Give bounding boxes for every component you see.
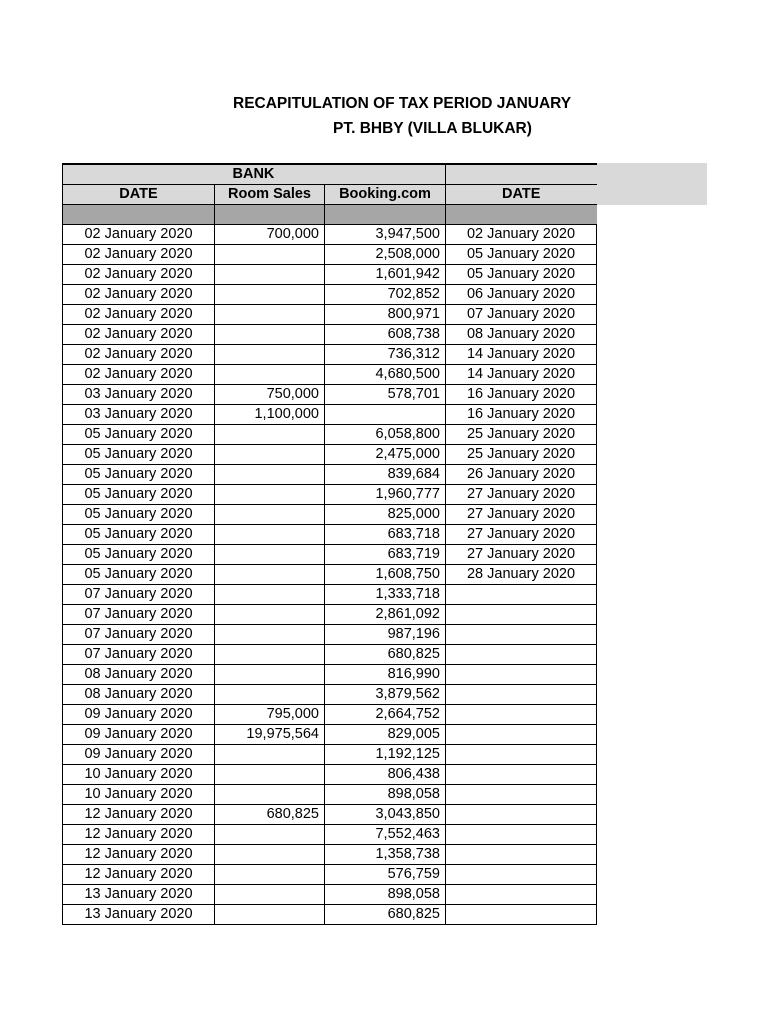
room-sales-cell — [215, 905, 325, 925]
table-row — [63, 285, 597, 305]
booking-cell: 3,043,850 — [325, 805, 446, 825]
date2-cell: 25 January 2020 — [446, 445, 597, 465]
date-cell: 07 January 2020 — [63, 585, 215, 605]
table-row — [63, 325, 597, 345]
table-row — [63, 385, 597, 405]
separator-band-row — [63, 205, 597, 225]
date2-cell — [446, 685, 597, 705]
table-row — [63, 425, 597, 445]
booking-cell: 806,438 — [325, 765, 446, 785]
date-cell: 09 January 2020 — [63, 725, 215, 745]
room-sales-cell — [215, 685, 325, 705]
room-sales-cell — [215, 425, 325, 445]
date2-cell: 14 January 2020 — [446, 345, 597, 365]
report-title: RECAPITULATION OF TAX PERIOD JANUARY — [233, 95, 572, 112]
date2-cell: 26 January 2020 — [446, 465, 597, 485]
date2-cell — [446, 765, 597, 785]
table-row — [63, 525, 597, 545]
date-cell: 03 January 2020 — [63, 385, 215, 405]
date2-cell — [446, 785, 597, 805]
date-cell: 13 January 2020 — [63, 885, 215, 905]
date-column-header: DATE — [63, 185, 215, 205]
room-sales-cell — [215, 885, 325, 905]
room-sales-cell — [215, 485, 325, 505]
date-cell: 02 January 2020 — [63, 245, 215, 265]
table-row — [63, 805, 597, 825]
booking-cell: 839,684 — [325, 465, 446, 485]
booking-cell: 4,680,500 — [325, 365, 446, 385]
date-cell: 08 January 2020 — [63, 665, 215, 685]
group-header-spacer — [63, 164, 215, 185]
table-row — [63, 305, 597, 325]
date-cell: 02 January 2020 — [63, 285, 215, 305]
date2-cell: 05 January 2020 — [446, 265, 597, 285]
date2-cell: 27 January 2020 — [446, 505, 597, 525]
date-cell: 05 January 2020 — [63, 505, 215, 525]
table-row — [63, 585, 597, 605]
room-sales-cell — [215, 525, 325, 545]
booking-cell: 683,718 — [325, 525, 446, 545]
date2-cell: 05 January 2020 — [446, 245, 597, 265]
room-sales-cell — [215, 245, 325, 265]
booking-cell: 800,971 — [325, 305, 446, 325]
date-cell: 07 January 2020 — [63, 605, 215, 625]
date-cell: 09 January 2020 — [63, 745, 215, 765]
room-sales-cell — [215, 545, 325, 565]
table-row — [63, 825, 597, 845]
table-row — [63, 345, 597, 365]
date2-cell: 02 January 2020 — [446, 225, 597, 245]
table-row — [63, 705, 597, 725]
date2-cell — [446, 665, 597, 685]
date2-cell — [446, 645, 597, 665]
booking-cell: 1,333,718 — [325, 585, 446, 605]
room-sales-cell — [215, 285, 325, 305]
table-row — [63, 365, 597, 385]
room-sales-cell — [215, 305, 325, 325]
room-sales-cell: 795,000 — [215, 705, 325, 725]
room-sales-cell — [215, 825, 325, 845]
room-sales-cell — [215, 765, 325, 785]
booking-cell: 816,990 — [325, 665, 446, 685]
date-cell: 12 January 2020 — [63, 845, 215, 865]
column-header-row — [63, 185, 597, 205]
table-row — [63, 745, 597, 765]
date-cell: 08 January 2020 — [63, 685, 215, 705]
room-sales-cell — [215, 865, 325, 885]
booking-cell: 576,759 — [325, 865, 446, 885]
date2-cell — [446, 745, 597, 765]
date-cell: 02 January 2020 — [63, 365, 215, 385]
date-cell: 05 January 2020 — [63, 485, 215, 505]
band-cell — [446, 205, 597, 225]
date2-cell — [446, 825, 597, 845]
date2-cell — [446, 705, 597, 725]
date-cell: 05 January 2020 — [63, 545, 215, 565]
table-row — [63, 905, 597, 925]
booking-cell: 680,825 — [325, 645, 446, 665]
booking-cell: 683,719 — [325, 545, 446, 565]
band-cell — [63, 205, 215, 225]
tax-recap-table — [62, 163, 597, 925]
booking-cell: 6,058,800 — [325, 425, 446, 445]
booking-cell: 3,947,500 — [325, 225, 446, 245]
date-cell: 10 January 2020 — [63, 785, 215, 805]
table-row — [63, 625, 597, 645]
date2-cell: 28 January 2020 — [446, 565, 597, 585]
table-row — [63, 565, 597, 585]
date2-cell: 07 January 2020 — [446, 305, 597, 325]
date-cell: 05 January 2020 — [63, 425, 215, 445]
table-row — [63, 465, 597, 485]
band-cell — [215, 205, 325, 225]
room-sales-cell: 750,000 — [215, 385, 325, 405]
date-cell: 05 January 2020 — [63, 525, 215, 545]
band-cell — [325, 205, 446, 225]
date-cell: 12 January 2020 — [63, 865, 215, 885]
date-cell: 07 January 2020 — [63, 625, 215, 645]
date-cell: 07 January 2020 — [63, 645, 215, 665]
date-cell: 05 January 2020 — [63, 465, 215, 485]
booking-cell: 898,058 — [325, 885, 446, 905]
booking-cell: 898,058 — [325, 785, 446, 805]
table-row — [63, 765, 597, 785]
table-row — [63, 885, 597, 905]
room-sales-cell — [215, 645, 325, 665]
booking-cell: 2,861,092 — [325, 605, 446, 625]
group-header-date2-cell — [446, 164, 597, 185]
date-cell: 02 January 2020 — [63, 225, 215, 245]
booking-cell: 2,475,000 — [325, 445, 446, 465]
table-row — [63, 665, 597, 685]
date2-cell — [446, 725, 597, 745]
table-row — [63, 485, 597, 505]
table-row — [63, 605, 597, 625]
group-header-row — [63, 164, 597, 185]
date2-cell — [446, 625, 597, 645]
date-cell: 12 January 2020 — [63, 805, 215, 825]
booking-cell: 3,879,562 — [325, 685, 446, 705]
room-sales-cell — [215, 325, 325, 345]
booking-cell: 2,508,000 — [325, 245, 446, 265]
booking-cell: 7,552,463 — [325, 825, 446, 845]
room-sales-cell — [215, 785, 325, 805]
date-cell: 10 January 2020 — [63, 765, 215, 785]
date-cell: 05 January 2020 — [63, 445, 215, 465]
booking-cell — [325, 405, 446, 425]
room-sales-cell — [215, 745, 325, 765]
booking-cell: 1,608,750 — [325, 565, 446, 585]
room-sales-cell: 700,000 — [215, 225, 325, 245]
table-row — [63, 685, 597, 705]
room-sales-cell — [215, 845, 325, 865]
date2-cell — [446, 585, 597, 605]
room-sales-cell — [215, 665, 325, 685]
date-cell: 03 January 2020 — [63, 405, 215, 425]
booking-cell: 1,601,942 — [325, 265, 446, 285]
table-row — [63, 245, 597, 265]
date2-cell: 14 January 2020 — [446, 365, 597, 385]
table-row — [63, 725, 597, 745]
booking-cell: 578,701 — [325, 385, 446, 405]
table-row — [63, 405, 597, 425]
room-sales-cell — [215, 445, 325, 465]
table-row — [63, 845, 597, 865]
booking-cell: 608,738 — [325, 325, 446, 345]
date-cell: 13 January 2020 — [63, 905, 215, 925]
room-sales-cell — [215, 625, 325, 645]
room-sales-cell — [215, 505, 325, 525]
table-row — [63, 265, 597, 285]
bank-group-header: BANK — [215, 164, 446, 185]
table-row — [63, 545, 597, 565]
date2-column-header: DATE — [446, 185, 597, 205]
date-cell: 09 January 2020 — [63, 705, 215, 725]
room-sales-cell — [215, 345, 325, 365]
date-cell: 12 January 2020 — [63, 825, 215, 845]
table-row — [63, 865, 597, 885]
booking-cell: 736,312 — [325, 345, 446, 365]
date2-cell — [446, 605, 597, 625]
date2-cell: 16 January 2020 — [446, 405, 597, 425]
date-cell: 02 January 2020 — [63, 265, 215, 285]
company-name: PT. BHBY (VILLA BLUKAR) — [333, 120, 532, 137]
room-sales-cell — [215, 605, 325, 625]
booking-cell: 2,664,752 — [325, 705, 446, 725]
booking-cell: 1,960,777 — [325, 485, 446, 505]
room-sales-cell — [215, 565, 325, 585]
booking-cell: 987,196 — [325, 625, 446, 645]
table-row — [63, 505, 597, 525]
room-sales-cell — [215, 585, 325, 605]
header-overflow-fill — [596, 163, 707, 205]
date2-cell: 08 January 2020 — [446, 325, 597, 345]
date2-cell — [446, 905, 597, 925]
table-row — [63, 785, 597, 805]
date2-cell: 27 January 2020 — [446, 485, 597, 505]
date2-cell — [446, 885, 597, 905]
date2-cell: 16 January 2020 — [446, 385, 597, 405]
booking-column-header: Booking.com — [325, 185, 446, 205]
room-sales-cell — [215, 365, 325, 385]
table-row — [63, 225, 597, 245]
date2-cell: 06 January 2020 — [446, 285, 597, 305]
booking-cell: 680,825 — [325, 905, 446, 925]
room-sales-cell — [215, 265, 325, 285]
booking-cell: 702,852 — [325, 285, 446, 305]
date-cell: 02 January 2020 — [63, 345, 215, 365]
table-row — [63, 645, 597, 665]
room-sales-cell — [215, 465, 325, 485]
booking-cell: 1,192,125 — [325, 745, 446, 765]
room-sales-column-header: Room Sales — [215, 185, 325, 205]
date2-cell — [446, 845, 597, 865]
booking-cell: 825,000 — [325, 505, 446, 525]
date-cell: 02 January 2020 — [63, 305, 215, 325]
table-row — [63, 445, 597, 465]
room-sales-cell: 1,100,000 — [215, 405, 325, 425]
date2-cell: 25 January 2020 — [446, 425, 597, 445]
date-cell: 05 January 2020 — [63, 565, 215, 585]
booking-cell: 1,358,738 — [325, 845, 446, 865]
date2-cell — [446, 805, 597, 825]
date-cell: 02 January 2020 — [63, 325, 215, 345]
date2-cell: 27 January 2020 — [446, 545, 597, 565]
room-sales-cell: 680,825 — [215, 805, 325, 825]
booking-cell: 829,005 — [325, 725, 446, 745]
date2-cell: 27 January 2020 — [446, 525, 597, 545]
date2-cell — [446, 865, 597, 885]
room-sales-cell: 19,975,564 — [215, 725, 325, 745]
